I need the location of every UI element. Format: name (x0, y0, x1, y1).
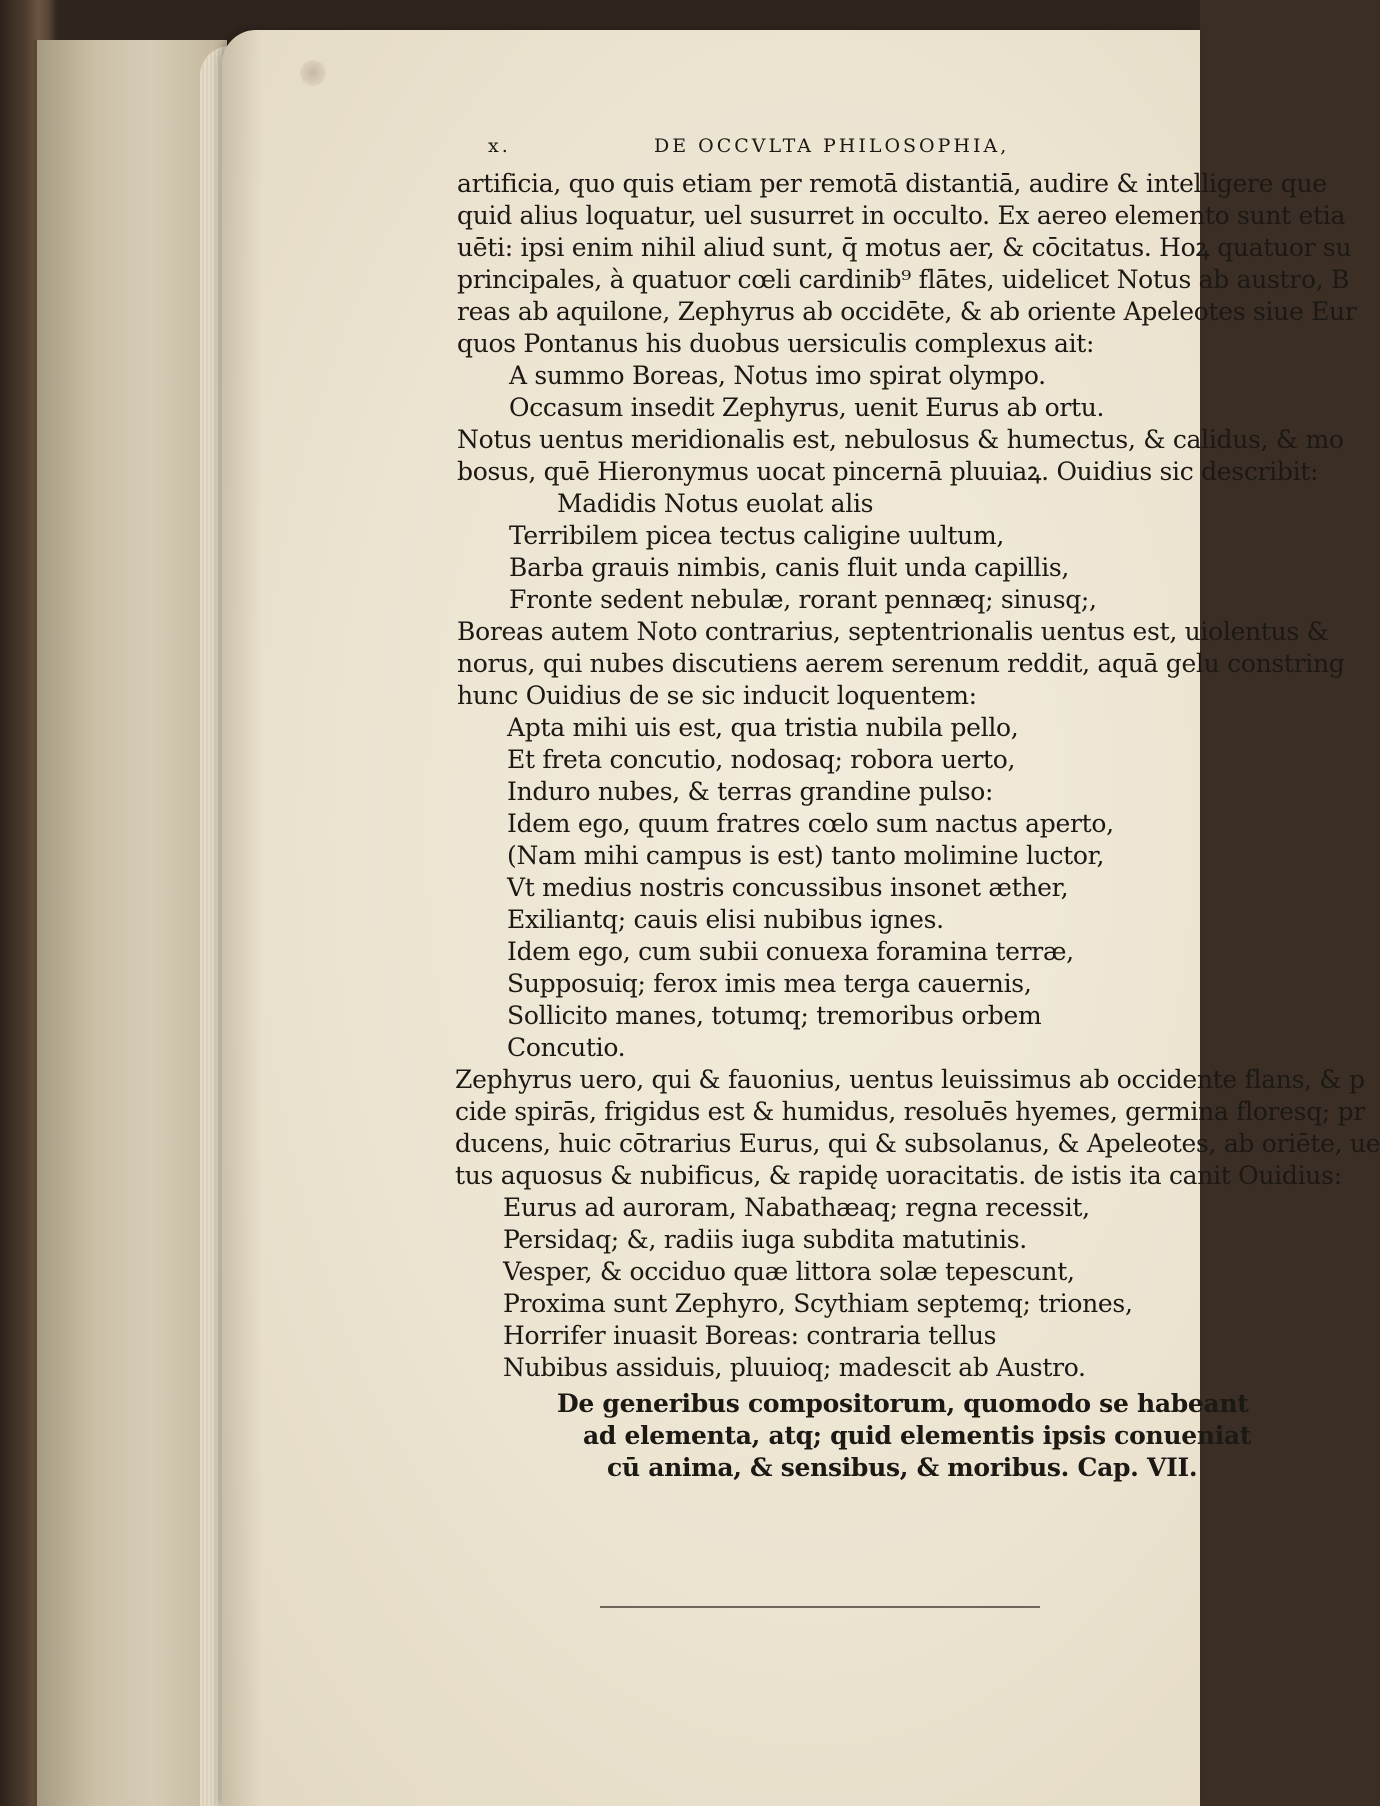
heading-underline (600, 1606, 1040, 1608)
text-line: Zephyrus uero, qui & fauonius, uentus leuissimus ab occidente flans, & p (455, 1065, 1365, 1094)
chapter-heading-line: De generibus compositorum, quomodo se habeant (557, 1389, 1249, 1418)
text-line: reas ab aquilone, Zephyrus ab occidēte, & ab oriente Apeleotes siue Eur (457, 297, 1357, 326)
text-line: Boreas autem Noto contrarius, septentrionalis uentus est, uiolentus & (457, 617, 1329, 646)
text-line: artificia, quo quis etiam per remotā distantiā, audire & intelligere que (457, 169, 1327, 198)
text-line: Occasum insedit Zephyrus, uenit Eurus ab ortu. (509, 393, 1105, 422)
chapter-heading-line: cū anima, & sensibus, & moribus. Cap. VII. (607, 1453, 1198, 1482)
text-line: quid alius loquatur, uel susurret in occulto. Ex aereo elemento sunt etia (457, 201, 1346, 230)
text-line: (Nam mihi campus is est) tanto molimine luctor, (507, 841, 1105, 870)
text-line: Barba grauis nimbis, canis fluit unda capillis, (509, 553, 1070, 582)
text-line: Nubibus assiduis, pluuioq; madescit ab Austro. (503, 1353, 1086, 1382)
text-line: Horrifer inuasit Boreas: contraria tellus (503, 1321, 997, 1350)
text-line: hunc Ouidius de se sic inducit loquentem: (457, 681, 977, 710)
text-line: Proxima sunt Zephyro, Scythiam septemq; triones, (503, 1289, 1133, 1318)
text-line: Notus uentus meridionalis est, nebulosus & humectus, & calidus, & mo (457, 425, 1344, 454)
text-line: Sollicito manes, totumq; tremoribus orbem (507, 1001, 1042, 1030)
chapter-heading-line: ad elementa, atq; quid elementis ipsis conueniat (583, 1421, 1252, 1450)
text-line: Supposuiq; ferox imis mea terga cauernis, (507, 969, 1032, 998)
text-line: Vt medius nostris concussibus insonet æther, (507, 873, 1069, 902)
text-line: norus, qui nubes discutiens aerem serenum reddit, aquā gelu constring (457, 649, 1345, 678)
text-line: Terribilem picea tectus caligine uultum, (509, 521, 1005, 550)
text-line: A summo Boreas, Notus imo spirat olympo. (509, 361, 1046, 390)
text-line: Idem ego, cum subii conuexa foramina terræ, (507, 937, 1074, 966)
page-number: x. (488, 135, 511, 157)
text-line: Et freta concutio, nodosaq; robora uerto, (507, 745, 1016, 774)
text-line: Fronte sedent nebulæ, rorant pennæq; sinusq;, (509, 585, 1097, 614)
text-line: quos Pontanus his duobus uersiculis complexus ait: (457, 329, 1095, 358)
text-line: principales, à quatuor cœli cardinib⁹ flātes, uidelicet Notus ab austro, B (457, 265, 1350, 294)
text-line: Induro nubes, & terras grandine pulso: (507, 777, 994, 806)
text-line: Madidis Notus euolat alis (557, 489, 874, 518)
text-line: Concutio. (507, 1033, 626, 1062)
text-line: ducens, huic cōtrarius Eurus, qui & subsolanus, & Apeleotes, ab oriēte, ue (455, 1129, 1380, 1158)
text-line: uēti: ipsi enim nihil aliud sunt, q̄ motus aer, & cōcitatus. Hoꝝ quatuor su (457, 233, 1352, 262)
text-line: Vesper, & occiduo quæ littora solæ tepescunt, (503, 1257, 1075, 1286)
text-line: Apta mihi uis est, qua tristia nubila pello, (507, 713, 1019, 742)
text-line: Exiliantq; cauis elisi nubibus ignes. (507, 905, 944, 934)
text-line: Idem ego, quum fratres cœlo sum nactus aperto, (507, 809, 1114, 838)
text-line: Eurus ad auroram, Nabathæaq; regna recessit, (503, 1193, 1090, 1222)
text-line: bosus, quē Hieronymus uocat pincernā pluuiaꝝ. Ouidius sic describit: (457, 457, 1319, 486)
text-line: tus aquosus & nubificus, & rapidę uoracitatis. de istis ita canit Ouidius: (455, 1161, 1342, 1190)
text-line: cide spirās, frigidus est & humidus, resoluēs hyemes, germina floresq; pr (455, 1097, 1366, 1126)
text-line: Persidaq; &, radiis iuga subdita matutinis. (503, 1225, 1027, 1254)
running-title: DE OCCVLTA PHILOSOPHIA, (654, 135, 1010, 157)
